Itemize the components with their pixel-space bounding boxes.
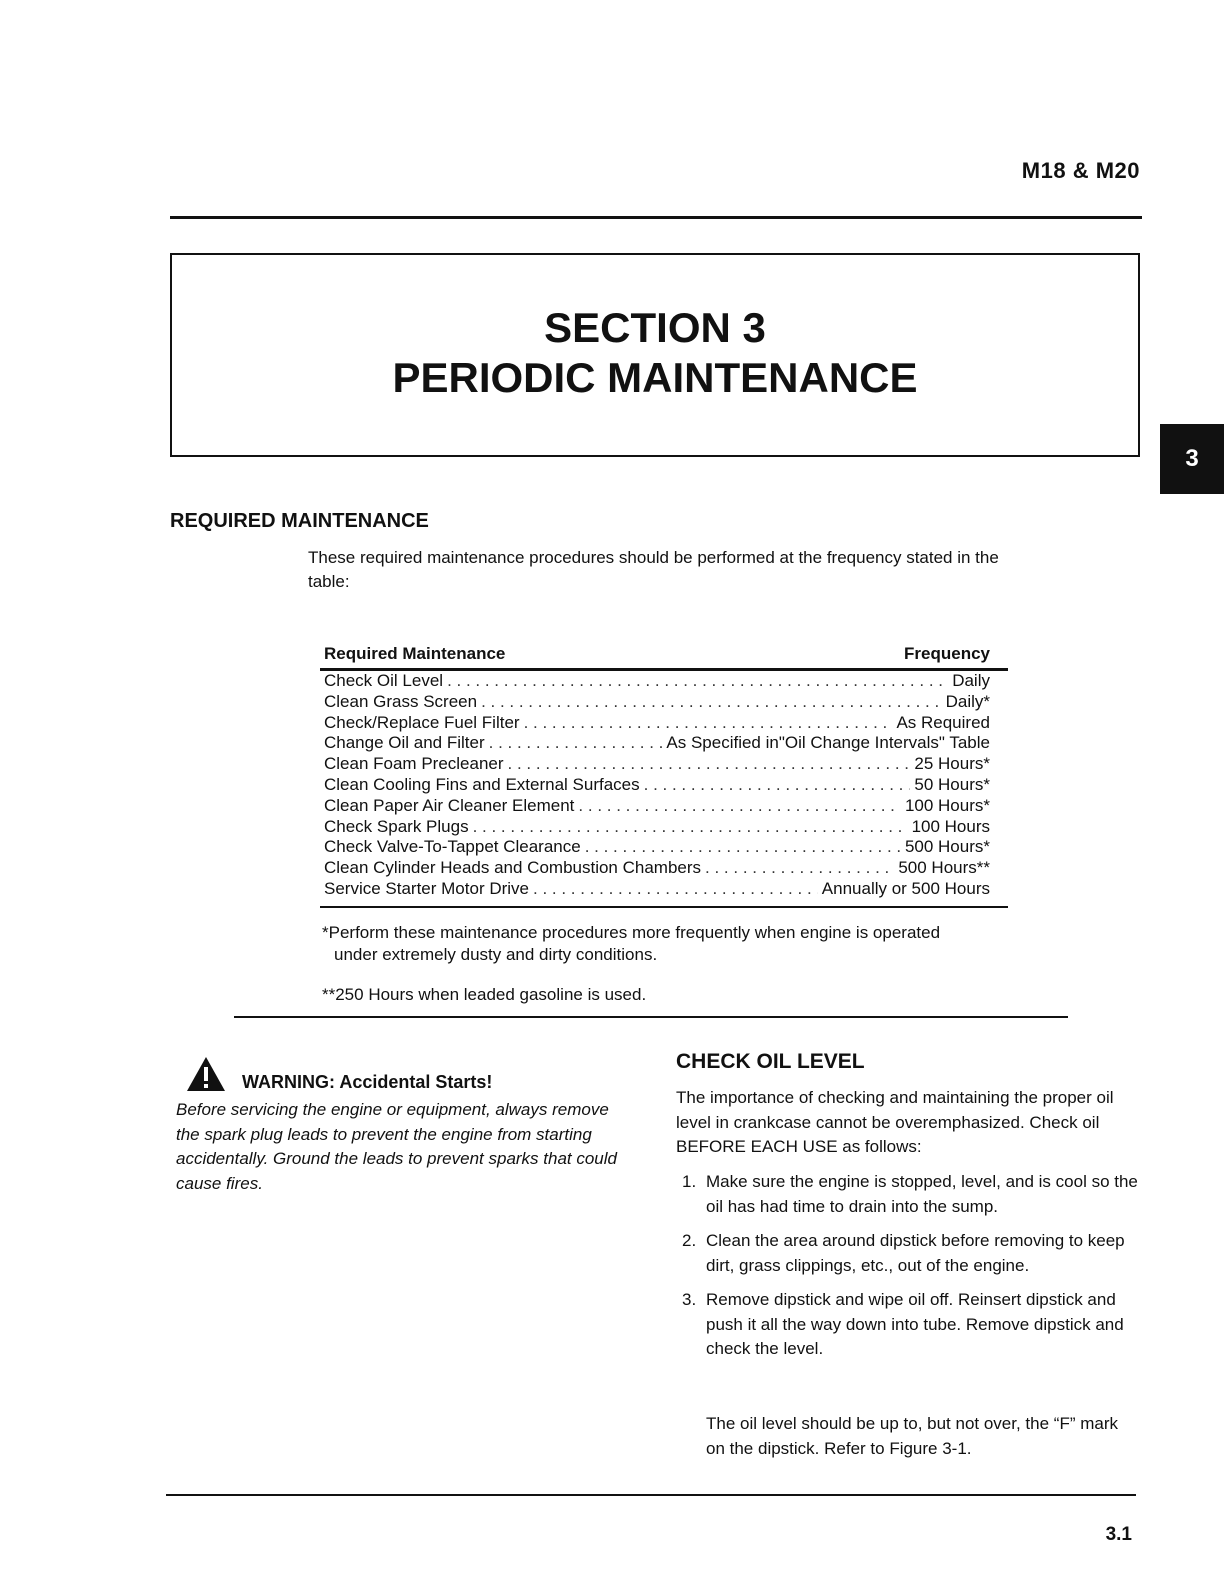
list-item xyxy=(682,1170,1142,1219)
list-item xyxy=(682,1288,1142,1362)
table-row xyxy=(320,775,1008,796)
table-row xyxy=(320,796,1008,817)
task-cell: Clean Grass Screen xyxy=(324,691,478,711)
leader-dots xyxy=(473,817,908,838)
frequency-cell: 25 Hours* xyxy=(914,754,990,774)
table-row xyxy=(320,858,1008,879)
model-header: M18 & M20 xyxy=(1021,158,1140,183)
table-row xyxy=(320,817,1008,838)
table-row xyxy=(320,879,1008,900)
check-oil-steps xyxy=(682,1170,1142,1372)
required-maintenance-intro: These required maintenance procedures should be performed at the frequency stated in the table: xyxy=(308,548,999,591)
table-row xyxy=(320,754,1008,775)
oil-level-note: The oil level should be up to, but not over, the “F” mark on the dipstick. Refer to Figure 3-1. xyxy=(706,1414,1118,1458)
frequency-cell: 500 Hours** xyxy=(898,858,990,878)
table-bottom-rule xyxy=(320,906,1008,908)
column-header-frequency: Frequency xyxy=(904,644,990,663)
task-cell: Clean Cooling Fins and External Surfaces xyxy=(324,774,640,794)
task-cell: Change Oil and Filter xyxy=(324,733,485,753)
task-cell: Service Starter Motor Drive xyxy=(324,878,529,898)
table-row xyxy=(320,837,1008,858)
frequency-cell: Annually or 500 Hours xyxy=(821,878,990,898)
frequency-cell: 500 Hours* xyxy=(904,837,990,857)
task-cell: Clean Paper Air Cleaner Element xyxy=(324,795,575,815)
leader-dots xyxy=(705,858,894,879)
frequency-cell: 50 Hours* xyxy=(914,774,990,794)
list-item xyxy=(682,1229,1142,1278)
table-row xyxy=(320,733,1008,754)
table-row xyxy=(320,692,1008,713)
task-cell: Check Spark Plugs xyxy=(324,816,469,836)
column-header-task: Required Maintenance xyxy=(324,644,506,663)
leader-dots xyxy=(481,692,942,713)
table-body xyxy=(320,671,1008,900)
task-cell: Clean Foam Precleaner xyxy=(324,754,504,774)
leader-dots xyxy=(533,879,818,900)
section-title: PERIODIC MAINTENANCE xyxy=(392,354,918,401)
leader-dots xyxy=(508,754,911,775)
footnote-double-asterisk: **250 Hours when leaded gasoline is used. xyxy=(322,985,647,1004)
table-header xyxy=(320,644,1008,666)
page-number: 3.1 xyxy=(1105,1524,1132,1545)
frequency-cell: Daily xyxy=(952,671,990,690)
step-number: 3. xyxy=(682,1290,697,1309)
frequency-cell: Daily* xyxy=(945,691,990,711)
frequency-cell: 100 Hours xyxy=(911,816,990,836)
step-text: Remove dipstick and wipe oil off. Reinsert dipstick and push it all the way down into tube. Remove dipstick and check the level. xyxy=(706,1290,1124,1358)
table-row xyxy=(320,671,1008,692)
header-divider xyxy=(170,216,1142,219)
step-number: 1. xyxy=(682,1172,697,1191)
task-cell: Check Oil Level xyxy=(324,671,444,690)
section-tab: 3 xyxy=(1160,424,1224,494)
leader-dots xyxy=(489,733,663,754)
frequency-cell: 100 Hours* xyxy=(904,795,990,815)
warning-body: Before servicing the engine or equipment, always remove the spark plug leads to prevent the engine from starting accidentally. Ground the leads to prevent sparks that could cause fires. xyxy=(176,1100,617,1193)
table-row xyxy=(320,713,1008,734)
check-oil-heading: CHECK OIL LEVEL xyxy=(676,1050,865,1073)
leader-dots xyxy=(644,775,911,796)
warning-title: WARNING: Accidental Starts! xyxy=(242,1072,493,1092)
leader-dots xyxy=(524,713,893,734)
check-oil-intro: The importance of checking and maintaining the proper oil level in crankcase cannot be overemphasized. Check oil BEFORE EACH USE as follows: xyxy=(676,1088,1114,1156)
leader-dots xyxy=(447,671,948,692)
footnote-single-asterisk: *Perform these maintenance procedures more frequently when engine is operated under extremely dusty and dirty conditions. xyxy=(322,923,941,964)
task-cell: Check/Replace Fuel Filter xyxy=(324,712,520,732)
section-title-box xyxy=(170,253,1140,457)
task-cell: Clean Cylinder Heads and Combustion Chambers xyxy=(324,858,702,878)
section-divider xyxy=(234,1016,1068,1018)
section-number: SECTION 3 xyxy=(544,304,766,351)
step-text: Clean the area around dipstick before removing to keep dirt, grass clippings, etc., out of the engine. xyxy=(706,1231,1125,1275)
frequency-cell: As Required xyxy=(896,712,990,732)
leader-dots xyxy=(578,796,901,817)
warning-triangle-icon xyxy=(186,1056,226,1092)
maintenance-table xyxy=(320,644,1008,908)
step-text: Make sure the engine is stopped, level, and is cool so the oil has had time to drain into the sump. xyxy=(706,1172,1138,1216)
task-cell: Check Valve-To-Tappet Clearance xyxy=(324,837,581,857)
step-number: 2. xyxy=(682,1231,697,1250)
frequency-cell: As Specified in"Oil Change Intervals" Table xyxy=(666,733,990,753)
required-maintenance-heading: REQUIRED MAINTENANCE xyxy=(170,510,429,532)
leader-dots xyxy=(585,837,901,858)
footer-divider xyxy=(166,1494,1136,1496)
